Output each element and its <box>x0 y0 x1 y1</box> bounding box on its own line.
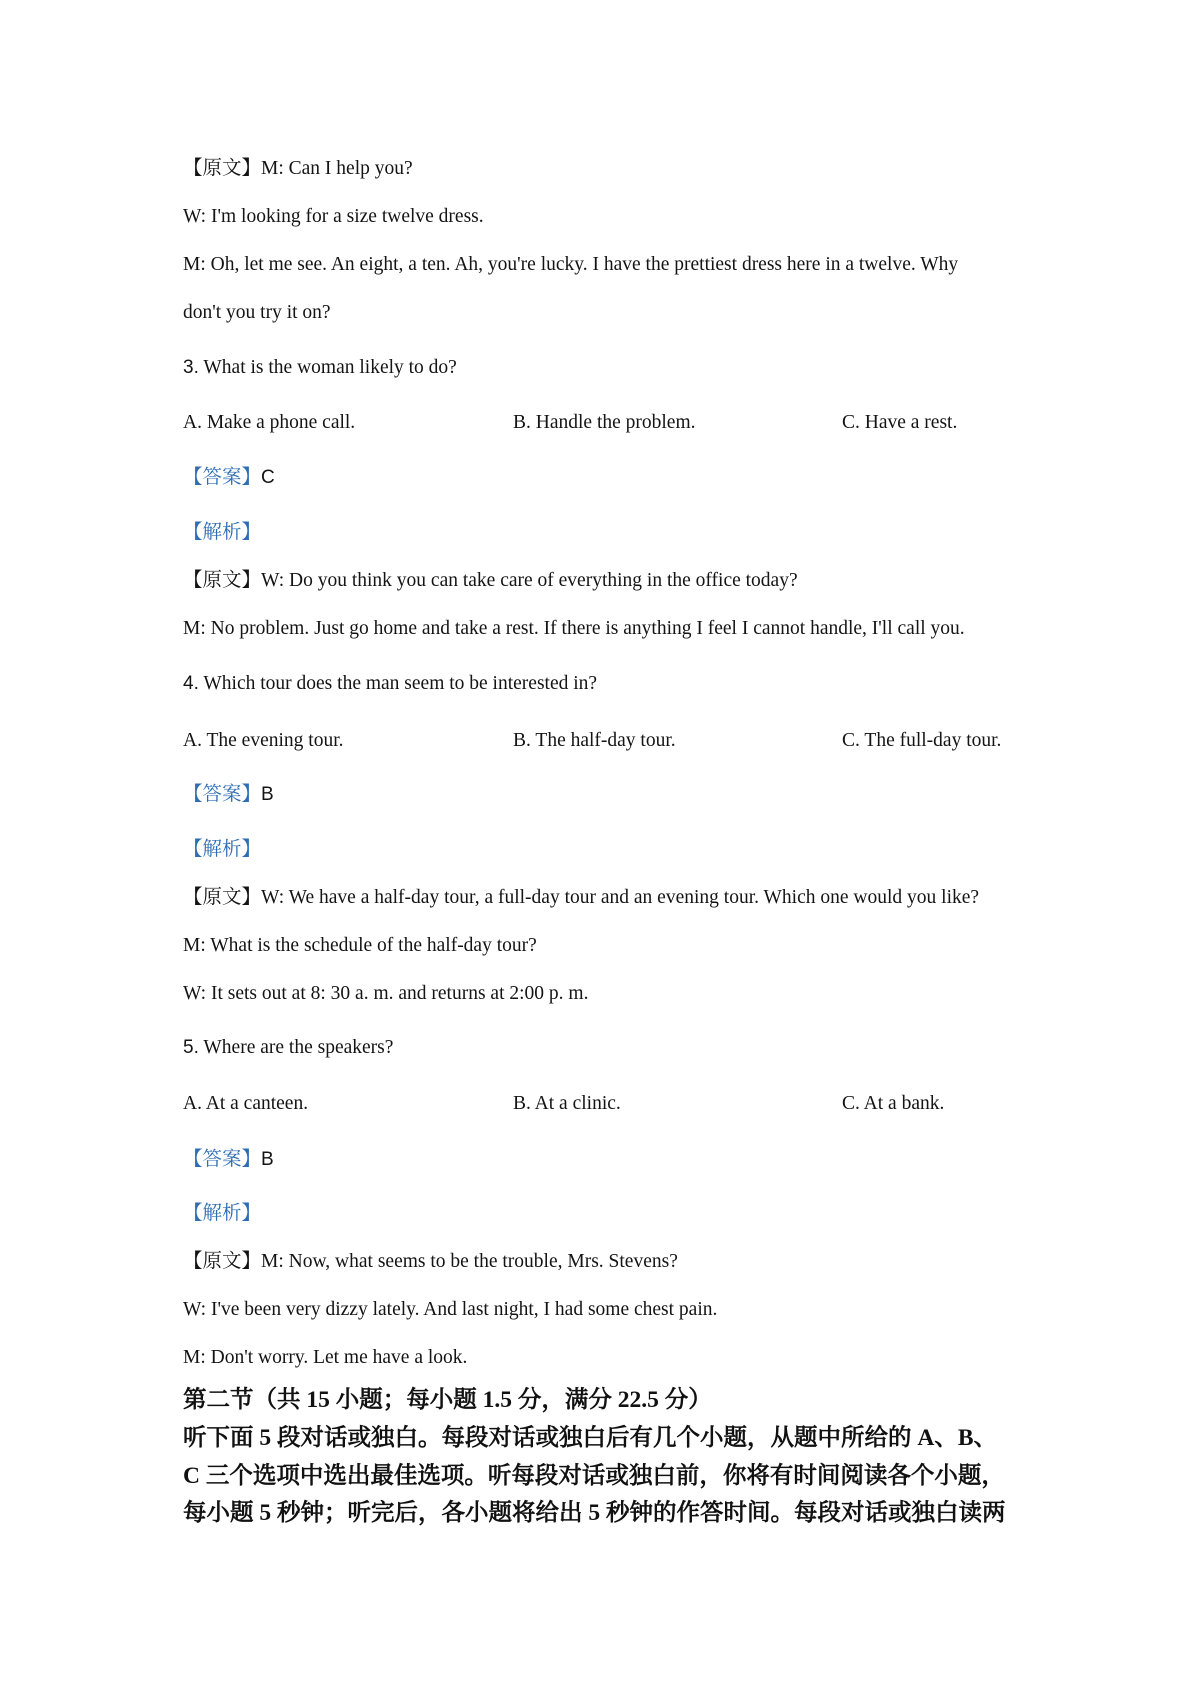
q2-transcript-line <box>183 157 413 181</box>
transcript-line <box>183 569 798 593</box>
answer-label: 【答案】 <box>183 784 262 805</box>
section-title: 第二节（共 15 小题；每小题 1.5 分，满分 22.5 分） <box>183 1387 712 1413</box>
analysis-label: 【解析】 <box>183 522 262 543</box>
option-a: A. At a canteen. <box>183 1093 309 1114</box>
question-number: 5. <box>183 1037 199 1058</box>
transcript-label: 【原文】 <box>183 570 262 591</box>
option-c: C. Have a rest. <box>842 412 958 433</box>
transcript-line: W: It sets out at 8: 30 a. m. and returns at 2:00 p. m. <box>183 983 589 1004</box>
answer-line <box>183 466 275 490</box>
analysis-label: 【解析】 <box>183 1203 262 1224</box>
answer-line <box>183 1148 274 1172</box>
answer-value: B <box>261 1149 274 1170</box>
transcript-text: W: Do you think you can take care of everything in the office today? <box>261 570 798 591</box>
transcript-label: 【原文】 <box>183 887 262 908</box>
q2-transcript-line: W: I'm looking for a size twelve dress. <box>183 206 484 227</box>
transcript-text: M: Now, what seems to be the trouble, Mrs. Stevens? <box>261 1251 678 1272</box>
option-a: A. Make a phone call. <box>183 412 356 433</box>
answer-label: 【答案】 <box>183 467 262 488</box>
question-text: Where are the speakers? <box>203 1037 394 1058</box>
answer-value: C <box>261 467 275 488</box>
transcript-line <box>183 1250 678 1274</box>
question-number: 3. <box>183 357 199 378</box>
analysis-label: 【解析】 <box>183 839 262 860</box>
section-instructions-line: 听下面 5 段对话或独白。每段对话或独白后有几个小题，从题中所给的 A、B、 <box>183 1425 998 1451</box>
option-b: B. The half-day tour. <box>513 730 676 751</box>
question-text: Which tour does the man seem to be interested in? <box>203 673 598 694</box>
option-a: A. The evening tour. <box>183 730 344 751</box>
transcript-text: W: We have a half-day tour, a full-day tour and an evening tour. Which one would you like? <box>261 887 980 908</box>
transcript-line: M: What is the schedule of the half-day tour? <box>183 935 537 956</box>
question-4 <box>183 672 597 696</box>
option-c: C. At a bank. <box>842 1093 945 1114</box>
transcript-line: W: I've been very dizzy lately. And last night, I had some chest pain. <box>183 1299 718 1320</box>
answer-value: B <box>261 784 274 805</box>
transcript-line: M: No problem. Just go home and take a rest. If there is anything I feel I cannot handle, I'll call you. <box>183 618 965 639</box>
question-number: 4. <box>183 673 199 694</box>
section-instructions-line: 每小题 5 秒钟；听完后，各小题将给出 5 秒钟的作答时间。每段对话或独白读两 <box>183 1500 1006 1526</box>
q2-transcript-line: M: Oh, let me see. An eight, a ten. Ah, you're lucky. I have the prettiest dress here in a twelve. Why <box>183 254 959 275</box>
question-3 <box>183 356 457 380</box>
option-b: B. Handle the problem. <box>513 412 696 433</box>
q2-transcript-line: don't you try it on? <box>183 302 331 323</box>
option-c: C. The full-day tour. <box>842 730 1002 751</box>
transcript-line <box>183 886 979 910</box>
option-b: B. At a clinic. <box>513 1093 621 1114</box>
question-text: What is the woman likely to do? <box>203 357 457 378</box>
answer-label: 【答案】 <box>183 1149 262 1170</box>
answer-line <box>183 783 274 807</box>
transcript-line: M: Don't worry. Let me have a look. <box>183 1347 468 1368</box>
transcript-label: 【原文】 <box>183 1251 262 1272</box>
section-instructions-line: C 三个选项中选出最佳选项。听每段对话或独白前，你将有时间阅读各个小题， <box>183 1463 1005 1489</box>
transcript-label: 【原文】 <box>183 158 262 179</box>
question-5 <box>183 1036 393 1060</box>
transcript-text: M: Can I help you? <box>261 158 413 179</box>
